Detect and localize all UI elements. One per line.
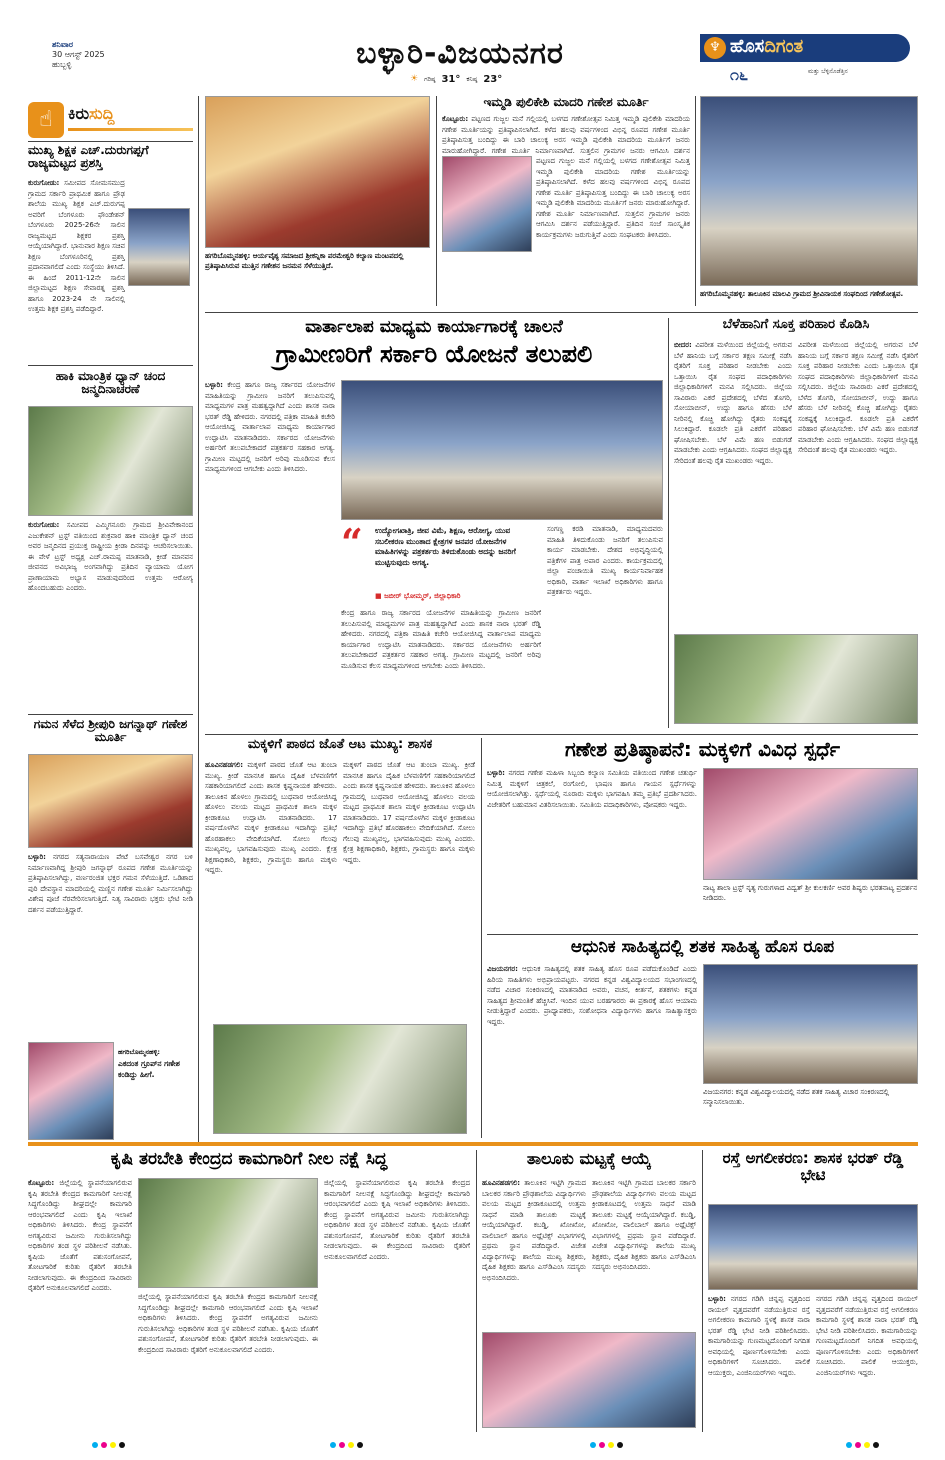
kirusuddi-brand-1: ಕಿರು: [68, 104, 90, 123]
sun-icon: ☀: [410, 74, 419, 84]
left-story-1-lead: ಕುರುಗೋಡು:: [28, 179, 60, 187]
literature-felicitation-photo: [703, 964, 918, 1084]
masthead: [0, 0, 945, 92]
taluk-selection-body-a: [482, 1178, 586, 1328]
weather-min: 23°: [483, 73, 503, 85]
ganesha-contest-text: ನಗರದ ಗಣೇಶ ಮಹಿಳಾ ಸಿಬ್ಬಂದಿ ಕಲ್ಯಾಣ ಸಮಿತಿಯ ವತಿಯಿಂದ ಗಣೇಶ ಚತುರ್ಥಿ ನಿಮಿತ್ತ ಮಕ್ಕಳಿಗೆ ಚಿತ್ರಕಲೆ, ರಂಗೋಲಿ, ಭಾಷಣ ಹಾಗೂ ಗಾಯನ ಸ್ಪರ್ಧೆಗಳನ್ನು ಆಯೋಜಿಸಲಾಗಿತ್ತು. ಸ್ಪರ್ಧೆಯಲ್ಲಿ ನೂರಾರು ಮಕ್ಕಳು ಭಾಗವಹಿಸಿ ತಮ್ಮ ಪ್ರತಿಭೆ ಪ್ರದರ್ಶಿಸಿದರು. ವಿಜೇತರಿಗೆ ಬಹುಮಾನ ವಿತರಿಸಲಾಯಿತು. ಸಮಿತಿಯ ಪದಾಧಿಕಾರಿಗಳು, ಪೋಷಕರು ಇದ್ದರು.: [487, 769, 697, 809]
paper-name: [730, 36, 803, 57]
dance-performance-photo: [703, 768, 918, 880]
weather-max: 31°: [441, 73, 461, 85]
crop-loss-meeting-photo: [674, 634, 918, 724]
agri-training-story: [28, 1150, 470, 1432]
road-widening-title: ರಸ್ತೆ ಅಗಲೀಕರಣ: ಶಾಸಕ ಭರತ್ ರೆಡ್ಡಿ ಭೇಟಿ: [722, 1149, 904, 1184]
road-widening-story: [708, 1150, 918, 1432]
modern-literature-caption: ವಿಜಯನಗರ: ಕನ್ನಡ ವಿಶ್ವವಿದ್ಯಾಲಯದಲ್ಲಿ ನಡೆದ ಶತಕ ಸಾಹಿತ್ಯ ವಿಚಾರ ಸಂಕಿರಣದಲ್ಲಿ ಸನ್ಮಾನಿಸಲಾಯಿತು.: [703, 1088, 889, 1106]
left-story-3-caption-body: ಎಕದಂತ ಗ್ರೂಪ್‌ನ ಗಣೇಶ ಕಂಡಿದ್ದು ಹೀಗೆ.: [118, 1058, 180, 1079]
kids-sports-text: ಮಕ್ಕಳಿಗೆ ಪಾಠದ ಜೊತೆ ಆಟ ತುಂಬಾ ಮುಖ್ಯ. ಕ್ರೀಡೆ ಮಾನಸಿಕ ಹಾಗೂ ದೈಹಿಕ ಬೆಳವಣಿಗೆಗೆ ಸಹಕಾರಿಯಾಗಲಿದೆ ಎಂದು ಶಾಸಕ ಕೃಷ್ಣನಾಯಕ ಹೇಳಿದರು. ತಾಲೂಕಿನ ಹೊಳಲು ಗ್ರಾಮದಲ್ಲಿ ಬುಧವಾರ ಆಯೋಜಿಸಿದ್ದ ಹೊಳಲು ವಲಯ ಮಟ್ಟದ ಪ್ರಾಥಮಿಕ ಶಾಲಾ ಮಕ್ಕಳ ಕ್ರೀಡಾಕೂಟ ಉದ್ಘಾಟಿಸಿ ಮಾತನಾಡಿದರು. 17 ವರ್ಷದೊಳಗಿನ ಮಕ್ಕಳ ಕ್ರೀಡಾಕೂಟ ಇದಾಗಿದ್ದು ಪ್ರತಿಭೆ ಹೊರಹಾಕಲು ವೇದಿಕೆಯಾಗಿದೆ. ಸೋಲು ಗೆಲುವು ಮುಖ್ಯವಲ್ಲ, ಭಾಗವಹಿಸುವುದು ಮುಖ್ಯ ಎಂದರು. ಕ್ಷೇತ್ರ ಶಿಕ್ಷಣಾಧಿಕಾರಿ, ಶಿಕ್ಷಕರು, ಗ್ರಾಮಸ್ಥರು ಹಾಗೂ ಮಕ್ಕಳು ಇದ್ದರು.: [205, 761, 337, 874]
paper-logo: [700, 34, 910, 88]
main-story-text-1: ಕೇಂದ್ರ ಹಾಗೂ ರಾಜ್ಯ ಸರ್ಕಾರದ ಯೋಜನೆಗಳ ಮಾಹಿತಿಯನ್ನು ಗ್ರಾಮೀಣ ಜನರಿಗೆ ತಲುಪಿಸುವಲ್ಲಿ ಮಾಧ್ಯಮಗಳ ಪಾತ್ರ ಮಹತ್ವದ್ದಾಗಿದೆ ಎಂದು ಶಾಸಕ ನಾರಾ ಭರತ್ ರೆಡ್ಡಿ ಹೇಳಿದರು. ನಗರದಲ್ಲಿ ಪತ್ರಿಕಾ ಮಾಹಿತಿ ಕಚೇರಿ ಆಯೋಜಿಸಿದ್ದ ವಾರ್ತಾಲಾಪ ಮಾಧ್ಯಮ ಕಾರ್ಯಾಗಾರ ಉದ್ಘಾಟಿಸಿ ಮಾತನಾಡಿದರು. ಸರ್ಕಾರದ ಯೋಜನೆಗಳು ಅರ್ಹರಿಗೆ ತಲುಪಬೇಕಾದರೆ ಪತ್ರಕರ್ತರ ಸಹಕಾರ ಅಗತ್ಯ. ಗ್ರಾಮೀಣ ಮಟ್ಟದಲ್ಲಿ ಜನರಿಗೆ ಅರಿವು ಮೂಡಿಸುವ ಕೆಲಸ ಮಾಧ್ಯಮಗಳಿಂದ ಆಗಬೇಕು ಎಂದು ತಿಳಿಸಿದರು.: [205, 381, 335, 473]
kids-sports-title: ಮಕ್ಕಳಿಗೆ ಪಾಠದ ಜೊತೆ ಆಟ ಮುಖ್ಯ: ಶಾಸಕ: [247, 737, 433, 752]
registration-marks-right: [846, 1442, 879, 1448]
top-photo-1-caption: ಹಗರಿಬೊಮ್ಮನಹಳ್ಳಿ: ಆರ್ಯವೈಶ್ಯ ಸಮಾಜದ ಶ್ರೀಕನ್ನಿಕಾ ಪರಮೇಶ್ವರಿ ಕಲ್ಯಾಣ ಮಂಟಪದಲ್ಲಿ ಪ್ರತಿಷ್ಠಾಪಿಸಿರುವ ಮುತ್ತಿನ ಗಣೇಶನ ಜನಮನ ಸೆಳೆಯುತ್ತಿದೆ.: [205, 252, 404, 270]
crop-loss-title: ಬೆಳೆಹಾನಿಗೆ ಸೂಕ್ತ ಪರಿಹಾರ ಕೊಡಿಸಿ: [722, 317, 870, 332]
taluk-selection-text: ತಾಲೂಕಿನ ಇಟ್ಟಿಗಿ ಗ್ರಾಮದ ಬಾಲಕರ ಸರ್ಕಾರಿ ಪ್ರೌಢಶಾಲೆಯ ವಿದ್ಯಾರ್ಥಿಗಳು ವಲಯ ಮಟ್ಟದ ಕ್ರೀಡಾಕೂಟದಲ್ಲಿ ಉತ್ತಮ ಸಾಧನೆ ಮಾಡಿ ತಾಲೂಕು ಮಟ್ಟಕ್ಕೆ ಆಯ್ಕೆಯಾಗಿದ್ದಾರೆ. ಕಬಡ್ಡಿ, ಖೋಖೋ, ವಾಲಿಬಾಲ್ ಹಾಗೂ ಅಥ್ಲೆಟಿಕ್ಸ್ ವಿಭಾಗಗಳಲ್ಲಿ ಪ್ರಥಮ ಸ್ಥಾನ ಪಡೆದಿದ್ದಾರೆ. ವಿಜೇತ ವಿದ್ಯಾರ್ಥಿಗಳನ್ನು ಶಾಲೆಯ ಮುಖ್ಯ ಶಿಕ್ಷಕರು, ದೈಹಿಕ ಶಿಕ್ಷಕರು ಹಾಗೂ ಎಸ್‌ಡಿಎಂಸಿ ಸದಸ್ಯರು ಅಭಿನಂದಿಸಿದರು.: [482, 1179, 586, 1282]
main-story-quote-text: ಉದ್ಯೋಗಖಾತ್ರಿ, ಜೀವ ವಿಮೆ, ಶಿಕ್ಷಣ, ಆರೋಗ್ಯ, ಯುವ ಸಬಲೀಕರಣ ಮುಂತಾದ ಕ್ಷೇತ್ರಗಳ ಜನಪರ ಯೋಜನೆಗಳ ಮಾಹಿತಿಗಳನ್ನು ಪತ್ರಕರ್ತರು ತಿಳಿದುಕೊಂಡು ಅದನ್ನು ಜನರಿಗೆ ಮುಟ್ಟಿಸುವುದು ಅಗತ್ಯ.: [375, 526, 516, 567]
kids-sports-body-a: [205, 760, 337, 1022]
quote-mark-icon: “: [341, 520, 363, 565]
main-story: [205, 318, 663, 728]
modern-literature-lead: ವಿಜಯನಗರ:: [487, 965, 518, 973]
pulikeshi-title: ಇಮ್ಮಡಿ ಪುಲಿಕೇಶಿ ಮಾದರಿ ಗಣೇಶ ಮೂರ್ತಿ: [483, 95, 649, 109]
taluk-selection-story: [482, 1150, 696, 1432]
registration-marks-center-2: [590, 1442, 623, 1448]
malavi-group-photo: [700, 96, 918, 286]
left-story-3-lead: ಬಳ್ಳಾರಿ:: [28, 853, 46, 861]
masthead-section-title: [200, 36, 720, 70]
agri-training-body-a: [28, 1178, 132, 1430]
main-story-body-3: [341, 608, 541, 724]
main-story-quote: “ ಉದ್ಯೋಗಖಾತ್ರಿ, ಜೀವ ವಿಮೆ, ಶಿಕ್ಷಣ, ಆರೋಗ್ಯ, ಯುವ ಸಬಲೀಕರಣ ಮುಂತಾದ ಕ್ಷೇತ್ರಗಳ ಜನಪರ ಯೋಜನೆಗಳ ಮಾಹಿತಿಗಳನ್ನು ಪತ್ರಕರ್ತರು ತಿಳಿದುಕೊಂಡು ಅದನ್ನು ಜನರಿಗೆ ಮುಟ್ಟಿಸುವುದು ಅಗತ್ಯ. ■ ಜಬೀರ್ ಭೋಮ್ಮರ್, ಜಿಲ್ಲಾಧಿಕಾರಿ: [341, 524, 541, 604]
paper-name-part-2: ದಿಗಂತ: [764, 36, 804, 57]
pulikeshi-text: ಪಟ್ಟಣದ ಗುಜ್ಜಲ ಮನೆ ಗಲ್ಲಿಯಲ್ಲಿ ಬಳಗದ ಗಣೇಶೋತ್ಸವ ನಿಮಿತ್ತ ಇಮ್ಮಡಿ ಪುಲಿಕೇಶಿ ಮಾದರಿಯ ಗಣೇಶ ಮೂರ್ತಿಯನ್ನು ಪ್ರತಿಷ್ಠಾಪಿಸಲಾಗಿದೆ. ಕಳೆದ ಹಲವು ವರ್ಷಗಳಿಂದ ವಿಭಿನ್ನ ರೂಪದ ಗಣೇಶ ಮೂರ್ತಿ ಪ್ರತಿಷ್ಠಾಪಿಸುತ್ತ ಬಂದಿದ್ದು ಈ ಬಾರಿ ಚಾಲುಕ್ಯ ಅರಸ ಇಮ್ಮಡಿ ಪುಲಿಕೇಶಿ ಮಾದರಿಯ ಮೂರ್ತಿಗೆ ಜನರು ಮಾರುಹೋಗಿದ್ದಾರೆ. ಗಣೇಶ ಮೂರ್ತಿ ನಿರ್ಮಾಣವಾಗಿದೆ. ಸುತ್ತಲಿನ ಗ್ರಾಮಗಳ ಜನರು ಆಗಮಿಸಿ ದರ್ಶನ: [442, 115, 690, 155]
section-title: ಬಳ್ಳಾರಿ-ವಿಜಯನಗರ: [356, 36, 564, 71]
workshop-inauguration-photo: [341, 380, 663, 520]
left-story-1-text: ಸಮೀಪದ ಸೋಮಸಮುದ್ರ ಗ್ರಾಮದ ಸರ್ಕಾರಿ ಪ್ರಾಥಮಿಕ ಹಾಗೂ ಪ್ರೌಢ ಶಾಲೆಯ ಮುಖ್ಯ ಶಿಕ್ಷಕ ಎಚ್.ದುರುಗಪ್ಪ ಅವರಿಗೆ ಬೆಂಗಳೂರು ಫೌಂಡೇಶನ್ ಬೆಂಗಳೂರು 2025-26ನೇ ಸಾಲಿನ ರಾಜ್ಯಮಟ್ಟದ ಶಿಕ್ಷಕರ ಪ್ರಶಸ್ತಿ ಆಯ್ಕೆಯಾಗಿದ್ದಾರೆ. ಭಾನುವಾರ ಶಿಕ್ಷಣ ಸಚಿವ ಶಿಕ್ಷಣ ಬೆಂಗಳೂರಿನಲ್ಲಿ ಪ್ರಶಸ್ತಿ ಪ್ರದಾನವಾಗಲಿದೆ ಎಂದು ಸಂಸ್ಥೆಯು ತಿಳಿಸಿದೆ. ಈ ಹಿಂದೆ 2011-12ನೇ ಸಾಲಿನ ಜಿಲ್ಲಾಮಟ್ಟದ ಶಿಕ್ಷಣ ಸೇವಾರತ್ನ ಪ್ರಶಸ್ತಿ ಹಾಗೂ 2023-24 ನೇ ಸಾಲಿನಲ್ಲಿ ಉತ್ತಮ ಶಿಕ್ಷಕ ಪ್ರಶಸ್ತಿ ಪಡೆದಿದ್ದಾರೆ.: [28, 179, 125, 313]
lamp-logo-icon: ♆: [704, 37, 726, 59]
kirusuddi-brand-2: ಸುದ್ದಿ: [89, 104, 115, 123]
left-story-3: [28, 718, 193, 1143]
left-story-1-body: [28, 178, 125, 316]
left-story-3-text: ನಗರದ ಸತ್ಯನಾರಾಯಣ ಪೇಟೆ ಬಸವೇಶ್ವರ ನಗರ ಬಳಿ ನಿರ್ಮಾಣವಾಗಿದ್ದ ಶ್ರೀಪುರಿ ಜಗನ್ನಾಥ್ ರೂಪದ ಗಣೇಶ ಮೂರ್ತಿಯನ್ನು ಪ್ರತಿಷ್ಠಾಪಿಸಲಾಗಿದ್ದು, ವರ್ಣರಂಜಿತ ಭಕ್ತರ ಗಮನ ಸೆಳೆಯುತ್ತಿದೆ. ಒಡಿಶಾದ ಪುರಿ ದೇವಸ್ಥಾನ ಮಾದರಿಯಲ್ಲಿ ಮಣ್ಣಿನ ಗಣೇಶ ಮೂರ್ತಿ ನಿರ್ಮಿಸಲಾಗಿದ್ದು ವಿಶೇಷ ಪೂಜೆ ನೆರವೇರಿಸಲಾಗುತ್ತಿದೆ. ನಿತ್ಯ ಸಾವಿರಾರು ಭಕ್ತರು ಭೇಟಿ ನೀಡಿ ದರ್ಶನ ಪಡೆಯುತ್ತಿದ್ದಾರೆ.: [28, 853, 193, 914]
pulikeshi-lead: ಕೊಟ್ಟೂರು:: [442, 115, 469, 123]
kids-sports-body-b: [343, 760, 475, 1022]
main-story-body-1: [205, 380, 335, 725]
taluk-selection-text-continued: ತಾಲೂಕಿನ ಇಟ್ಟಿಗಿ ಗ್ರಾಮದ ಬಾಲಕರ ಸರ್ಕಾರಿ ಪ್ರೌಢಶಾಲೆಯ ವಿದ್ಯಾರ್ಥಿಗಳು ವಲಯ ಮಟ್ಟದ ಕ್ರೀಡಾಕೂಟದಲ್ಲಿ ಉತ್ತಮ ಸಾಧನೆ ಮಾಡಿ ತಾಲೂಕು ಮಟ್ಟಕ್ಕೆ ಆಯ್ಕೆಯಾಗಿದ್ದಾರೆ. ಕಬಡ್ಡಿ, ಖೋಖೋ, ವಾಲಿಬಾಲ್ ಹಾಗೂ ಅಥ್ಲೆಟಿಕ್ಸ್ ವಿಭಾಗಗಳಲ್ಲಿ ಪ್ರಥಮ ಸ್ಥಾನ ಪಡೆದಿದ್ದಾರೆ. ವಿಜೇತ ವಿದ್ಯಾರ್ಥಿಗಳನ್ನು ಶಾಲೆಯ ಮುಖ್ಯ ಶಿಕ್ಷಕರು, ದೈಹಿಕ ಶಿಕ್ಷಕರು ಹಾಗೂ ಎಸ್‌ಡಿಎಂಸಿ ಸದಸ್ಯರು ಅಭಿನಂದಿಸಿದರು.: [592, 1179, 696, 1271]
weather-min-label: ಕನಿಷ್ಠ: [466, 74, 478, 83]
left-story-3-caption-lead: ಹಗರಿಬೊಮ್ಮನಹಳ್ಳಿ:: [118, 1048, 161, 1056]
pulikeshi-ganesha-story: [442, 96, 690, 306]
ganesha-contest-story: [487, 738, 918, 930]
main-story-kicker: ವಾರ್ತಾಲಾಪ ಮಾಧ್ಯಮ ಕಾರ್ಯಾಗಾರಕ್ಕೆ ಚಾಲನೆ: [305, 317, 563, 337]
road-widening-text-continued: ನಗರದ ಗಡಿಗಿ ಚನ್ನಪ್ಪ ವೃತ್ತದಿಂದ ರಾಯಲ್ ವೃತ್ತದವರೆಗೆ ನಡೆಯುತ್ತಿರುವ ರಸ್ತೆ ಅಗಲೀಕರಣ ಕಾಮಗಾರಿ ಸ್ಥಳಕ್ಕೆ ಶಾಸಕ ನಾರಾ ಭರತ್ ರೆಡ್ಡಿ ಭೇಟಿ ನೀಡಿ ಪರಿಶೀಲಿಸಿದರು. ಕಾಮಗಾರಿಯನ್ನು ಗುಣಮಟ್ಟದೊಂದಿಗೆ ನಿಗದಿತ ಅವಧಿಯಲ್ಲಿ ಪೂರ್ಣಗೊಳಿಸಬೇಕು ಎಂದು ಅಧಿಕಾರಿಗಳಿಗೆ ಸೂಚಿಸಿದರು. ಪಾಲಿಕೆ ಆಯುಕ್ತರು, ಎಂಜಿನಿಯರ್‌ಗಳು ಇದ್ದರು.: [816, 1295, 918, 1377]
agri-training-text-continued-2: ಜಿಲ್ಲೆಯಲ್ಲಿ ಸ್ಥಾಪನೆಯಾಗಲಿರುವ ಕೃಷಿ ತರಬೇತಿ ಕೇಂದ್ರದ ಕಾಮಗಾರಿಗೆ ನೀಲನಕ್ಷೆ ಸಿದ್ಧಗೊಂಡಿದ್ದು ಶೀಘ್ರದಲ್ಲೇ ಕಾಮಗಾರಿ ಆರಂಭವಾಗಲಿದೆ ಎಂದು ಕೃಷಿ ಇಲಾಖೆ ಅಧಿಕಾರಿಗಳು ತಿಳಿಸಿದರು. ಕೇಂದ್ರ ಸ್ಥಾಪನೆಗೆ ಅಗತ್ಯವಿರುವ ಜಮೀನು ಗುರುತಿಸಲಾಗಿದ್ದು ಅಧಿಕಾರಿಗಳ ತಂಡ ಸ್ಥಳ ಪರಿಶೀಲನೆ ನಡೆಸಿತು. ಕೃಷಿಯ ಜೊತೆಗೆ ಪಶುಸಂಗೋಪನೆ, ತೋಟಗಾರಿಕೆ ಕುರಿತು ರೈತರಿಗೆ ತರಬೇತಿ ನೀಡಲಾಗುವುದು. ಈ ಕೇಂದ್ರದಿಂದ ಸಾವಿರಾರು ರೈತರಿಗೆ ಅನುಕೂಲವಾಗಲಿದೆ ಎಂದರು.: [324, 1179, 470, 1261]
crop-loss-lead: ಬೀದರ:: [674, 341, 692, 349]
modern-literature-story: [487, 938, 918, 1138]
ganesha-contest-body: [487, 768, 697, 928]
masthead-day: ಶನಿವಾರ: [52, 40, 74, 49]
agri-training-lead: ಕೊಟ್ಟೂರು:: [28, 1179, 55, 1187]
agri-training-text: ಜಿಲ್ಲೆಯಲ್ಲಿ ಸ್ಥಾಪನೆಯಾಗಲಿರುವ ಕೃಷಿ ತರಬೇತಿ ಕೇಂದ್ರದ ಕಾಮಗಾರಿಗೆ ನೀಲನಕ್ಷೆ ಸಿದ್ಧಗೊಂಡಿದ್ದು ಶೀಘ್ರದಲ್ಲೇ ಕಾಮಗಾರಿ ಆರಂಭವಾಗಲಿದೆ ಎಂದು ಕೃಷಿ ಇಲಾಖೆ ಅಧಿಕಾರಿಗಳು ತಿಳಿಸಿದರು. ಕೇಂದ್ರ ಸ್ಥಾಪನೆಗೆ ಅಗತ್ಯವಿರುವ ಜಮೀನು ಗುರುತಿಸಲಾಗಿದ್ದು ಅಧಿಕಾರಿಗಳ ತಂಡ ಸ್ಥಳ ಪರಿಶೀಲನೆ ನಡೆಸಿತು. ಕೃಷಿಯ ಜೊತೆಗೆ ಪಶುಸಂಗೋಪನೆ, ತೋಟಗಾರಿಕೆ ಕುರಿತು ರೈತರಿಗೆ ತರಬೇತಿ ನೀಡಲಾಗುವುದು. ಈ ಕೇಂದ್ರದಿಂದ ಸಾವಿರಾರು ರೈತರಿಗೆ ಅನುಕೂಲವಾಗಲಿದೆ ಎಂದರು.: [28, 1179, 132, 1292]
kids-sports-text-continued: ಮಕ್ಕಳಿಗೆ ಪಾಠದ ಜೊತೆ ಆಟ ತುಂಬಾ ಮುಖ್ಯ. ಕ್ರೀಡೆ ಮಾನಸಿಕ ಹಾಗೂ ದೈಹಿಕ ಬೆಳವಣಿಗೆಗೆ ಸಹಕಾರಿಯಾಗಲಿದೆ ಎಂದು ಶಾಸಕ ಕೃಷ್ಣನಾಯಕ ಹೇಳಿದರು. ತಾಲೂಕಿನ ಹೊಳಲು ಗ್ರಾಮದಲ್ಲಿ ಬುಧವಾರ ಆಯೋಜಿಸಿದ್ದ ಹೊಳಲು ವಲಯ ಮಟ್ಟದ ಪ್ರಾಥಮಿಕ ಶಾಲಾ ಮಕ್ಕಳ ಕ್ರೀಡಾಕೂಟ ಉದ್ಘಾಟಿಸಿ ಮಾತನಾಡಿದರು. 17 ವರ್ಷದೊಳಗಿನ ಮಕ್ಕಳ ಕ್ರೀಡಾಕೂಟ ಇದಾಗಿದ್ದು ಪ್ರತಿಭೆ ಹೊರಹಾಕಲು ವೇದಿಕೆಯಾಗಿದೆ. ಸೋಲು ಗೆಲುವು ಮುಖ್ಯವಲ್ಲ, ಭಾಗವಹಿಸುವುದು ಮುಖ್ಯ ಎಂದರು. ಕ್ಷೇತ್ರ ಶಿಕ್ಷಣಾಧಿಕಾರಿ, ಶಿಕ್ಷಕರು, ಗ್ರಾಮಸ್ಥರು ಹಾಗೂ ಮಕ್ಕಳು ಇದ್ದರು.: [343, 761, 475, 864]
left-story-1-title: ಮುಖ್ಯ ಶಿಕ್ಷಕ ಎಚ್.ದುರುಗಪ್ಪಗೆ ರಾಜ್ಯಮಟ್ಟದ ಪ್ರಶಸ್ತಿ: [28, 143, 149, 171]
agri-training-body-c: [324, 1178, 470, 1430]
left-story-2-body: [28, 520, 193, 704]
main-story-lead: ಬಳ್ಳಾರಿ:: [205, 381, 223, 389]
modern-literature-text: ಆಧುನಿಕ ಸಾಹಿತ್ಯದಲ್ಲಿ ಶತಕ ಸಾಹಿತ್ಯ ಹೊಸ ರೂಪ ಪಡೆದುಕೊಂಡಿದೆ ಎಂದು ಹಿರಿಯ ಸಾಹಿತಿಗಳು ಅಭಿಪ್ರಾಯಪಟ್ಟರು. ನಗರದ ಕನ್ನಡ ವಿಶ್ವವಿದ್ಯಾಲಯದ ಸಭಾಂಗಣದಲ್ಲಿ ನಡೆದ ವಿಚಾರ ಸಂಕಿರಣದಲ್ಲಿ ಮಾತನಾಡಿದ ಅವರು, ವಚನ, ಕೀರ್ತನೆ, ಶತಕಗಳು ಕನ್ನಡ ಸಾಹಿತ್ಯದ ಶ್ರೀಮಂತಿಕೆ ಹೆಚ್ಚಿಸಿವೆ. ಇಂದಿನ ಯುವ ಬರಹಗಾರರು ಈ ಪ್ರಕಾರಕ್ಕೆ ಹೊಸ ಆಯಾಮ ನೀಡುತ್ತಿದ್ದಾರೆ ಎಂದರು. ಪ್ರಾಧ್ಯಾಪಕರು, ಸಂಶೋಧನಾ ವಿದ್ಯಾರ್ಥಿಗಳು ಹಾಗೂ ಸಾಹಿತ್ಯಾಸಕ್ತರು ಇದ್ದರು.: [487, 965, 697, 1026]
road-widening-lead: ಬಳ್ಳಾರಿ:: [708, 1295, 726, 1303]
left-story-2-title: ಹಾಕಿ ಮಾಂತ್ರಿಕ ಧ್ಯಾನ್ ಚಂದ ಜನ್ಮದಿನಾಚರಣೆ: [55, 369, 166, 397]
road-widening-body-a: [708, 1294, 810, 1430]
main-story-quote-by: ಜಬೀರ್ ಭೋಮ್ಮರ್, ಜಿಲ್ಲಾಧಿಕಾರಿ: [384, 592, 461, 600]
masthead-city: ಹುಬ್ಬಳ್ಳಿ: [52, 60, 72, 69]
main-story-text-2: ಸಂಗಣ್ಣ ಕರಡಿ ಮಾತನಾಡಿ, ಮಾಧ್ಯಮದವರು ಮಾಹಿತಿ ತಿಳಿದುಕೊಂಡು ಜನರಿಗೆ ತಲುಪಿಸುವ ಕಾರ್ಯ ಮಾಡಬೇಕು. ದೇಶದ ಅಭಿವೃದ್ಧಿಯಲ್ಲಿ ಪತ್ರಿಕೆಗಳ ಪಾತ್ರ ಅಪಾರ ಎಂದರು. ಕಾರ್ಯಕ್ರಮದಲ್ಲಿ ಜಿಲ್ಲಾ ಪಂಚಾಯಿತಿ ಮುಖ್ಯ ಕಾರ್ಯನಿರ್ವಾಹಕ ಅಧಿಕಾರಿ, ವಾರ್ತಾ ಇಲಾಖೆ ಅಧಿಕಾರಿಗಳು ಹಾಗೂ ಪತ್ರಕರ್ತರು ಇದ್ದರು.: [547, 525, 663, 596]
hockey-day-photo: [28, 406, 193, 516]
agri-training-body-b: [138, 1292, 318, 1430]
registration-marks-left: [92, 1442, 125, 1448]
modern-literature-title: ಆಧುನಿಕ ಸಾಹಿತ್ಯದಲ್ಲಿ ಶತಕ ಸಾಹಿತ್ಯ ಹೊಸ ರೂಪ: [570, 937, 835, 957]
kids-sports-lead: ಹೂವಿನಹಡಗಲಿ:: [205, 761, 244, 769]
masthead-date: 30 ಆಗಸ್ಟ್ 2025: [52, 50, 105, 59]
kids-sports-photo: [213, 1024, 467, 1134]
weather-max-label: ಗರಿಷ್ಠ: [424, 74, 436, 83]
top-photo-3-caption: ಹಗರಿಬೊಮ್ಮನಹಳ್ಳಿ: ತಾಲೂಕಿನ ಮಾಲವಿ ಗ್ರಾಮದ ಶ್ರೀವಿನಾಯಕ ಸಂಘದಿಂದ ಗಣೇಶೋತ್ಸವ.: [700, 290, 904, 298]
crop-loss-story: [674, 318, 918, 728]
ekadanta-ganesha-photo: [28, 1042, 114, 1140]
agri-training-text-continued: ಜಿಲ್ಲೆಯಲ್ಲಿ ಸ್ಥಾಪನೆಯಾಗಲಿರುವ ಕೃಷಿ ತರಬೇತಿ ಕೇಂದ್ರದ ಕಾಮಗಾರಿಗೆ ನೀಲನಕ್ಷೆ ಸಿದ್ಧಗೊಂಡಿದ್ದು ಶೀಘ್ರದಲ್ಲೇ ಕಾಮಗಾರಿ ಆರಂಭವಾಗಲಿದೆ ಎಂದು ಕೃಷಿ ಇಲಾಖೆ ಅಧಿಕಾರಿಗಳು ತಿಳಿಸಿದರು. ಕೇಂದ್ರ ಸ್ಥಾಪನೆಗೆ ಅಗತ್ಯವಿರುವ ಜಮೀನು ಗುರುತಿಸಲಾಗಿದ್ದು ಅಧಿಕಾರಿಗಳ ತಂಡ ಸ್ಥಳ ಪರಿಶೀಲನೆ ನಡೆಸಿತು. ಕೃಷಿಯ ಜೊತೆಗೆ ಪಶುಸಂಗೋಪನೆ, ತೋಟಗಾರಿಕೆ ಕುರಿತು ರೈತರಿಗೆ ತರಬೇತಿ ನೀಡಲಾಗುವುದು. ಈ ಕೇಂದ್ರದಿಂದ ಸಾವಿರಾರು ರೈತರಿಗೆ ಅನುಕೂಲವಾಗಲಿದೆ ಎಂದರು.: [138, 1293, 318, 1354]
pulikeshi-body-a: [442, 114, 690, 156]
left-story-3-title: ಗಮನ ಸೆಳೆದ ಶ್ರೀಪುರಿ ಜಗನ್ನಾಥ್ ಗಣೇಶ ಮೂರ್ತಿ: [33, 717, 188, 745]
paper-tagline: ಮತ್ತು ಬೆಳ್ಳಿನೊಡೆತ್ತಿನ: [808, 68, 848, 75]
section-divider: [28, 1142, 918, 1146]
agri-training-title: ಕೃಷಿ ತರಬೇತಿ ಕೇಂದ್ರದ ಕಾಮಗಾರಿಗೆ ನೀಲ ನಕ್ಷೆ ಸಿದ್ಧ: [110, 1149, 388, 1169]
weather-strip: [410, 72, 530, 86]
page-number: ೧೬: [730, 65, 748, 84]
main-story-body-2: [547, 524, 663, 724]
left-story-3-caption: [118, 1048, 193, 1080]
road-widening-text: ನಗರದ ಗಡಿಗಿ ಚನ್ನಪ್ಪ ವೃತ್ತದಿಂದ ರಾಯಲ್ ವೃತ್ತದವರೆಗೆ ನಡೆಯುತ್ತಿರುವ ರಸ್ತೆ ಅಗಲೀಕರಣ ಕಾಮಗಾರಿ ಸ್ಥಳಕ್ಕೆ ಶಾಸಕ ನಾರಾ ಭರತ್ ರೆಡ್ಡಿ ಭೇಟಿ ನೀಡಿ ಪರಿಶೀಲಿಸಿದರು. ಕಾಮಗಾರಿಯನ್ನು ಗುಣಮಟ್ಟದೊಂದಿಗೆ ನಿಗದಿತ ಅವಧಿಯಲ್ಲಿ ಪೂರ್ಣಗೊಳಿಸಬೇಕು ಎಂದು ಅಧಿಕಾರಿಗಳಿಗೆ ಸೂಚಿಸಿದರು. ಪಾಲಿಕೆ ಆಯುಕ್ತರು, ಎಂಜಿನಿಯರ್‌ಗಳು ಇದ್ದರು.: [708, 1295, 810, 1377]
muttina-ganesha-photo: [205, 96, 430, 248]
taluk-selection-lead: ಹೂವಿನಹಡಗಲಿ:: [482, 1179, 521, 1187]
agri-site-photo: [138, 1178, 318, 1288]
ganesha-contest-lead: ಬಳ್ಳಾರಿ:: [487, 769, 505, 777]
paper-name-part-1: ಹೊಸ: [730, 36, 765, 57]
road-widening-body-b: [816, 1294, 918, 1430]
pulikeshi-ganesha-photo: [442, 156, 532, 252]
left-story-2: [28, 370, 193, 710]
left-story-3-body: [28, 852, 193, 1036]
crop-loss-body-b: [798, 340, 918, 630]
road-inspection-photo: [708, 1204, 918, 1290]
left-story-1: [28, 144, 193, 314]
registration-marks-center-1: [330, 1442, 363, 1448]
taluk-selection-title: ತಾಲೂಕು ಮಟ್ಟಕ್ಕೆ ಆಯ್ಕೆ: [526, 1149, 652, 1168]
modern-literature-body: [487, 964, 697, 1136]
ganesha-contest-title: ಗಣೇಶ ಪ್ರತಿಷ್ಠಾಪನೆ: ಮಕ್ಕಳಿಗೆ ವಿವಿಧ ಸ್ಪರ್ಧೆ: [564, 737, 841, 761]
students-group-photo: [482, 1332, 696, 1428]
taluk-selection-body-b: [592, 1178, 696, 1328]
left-story-2-lead: ಕುರುಗೋಡು:: [28, 521, 60, 529]
teacher-portrait: [128, 208, 190, 286]
hand-icon: ☝: [28, 102, 64, 138]
kirusuddi-header: [28, 98, 193, 140]
main-story-title: ಗ್ರಾಮೀಣರಿಗೆ ಸರ್ಕಾರಿ ಯೋಜನೆ ತಲುಪಲಿ: [275, 339, 593, 368]
pulikeshi-body-b: [536, 156, 690, 302]
crop-loss-body-a: [674, 340, 792, 630]
masthead-date-block: [52, 40, 142, 80]
pulikeshi-text-continued: ಪಟ್ಟಣದ ಗುಜ್ಜಲ ಮನೆ ಗಲ್ಲಿಯಲ್ಲಿ ಬಳಗದ ಗಣೇಶೋತ್ಸವ ನಿಮಿತ್ತ ಇಮ್ಮಡಿ ಪುಲಿಕೇಶಿ ಮಾದರಿಯ ಗಣೇಶ ಮೂರ್ತಿಯನ್ನು ಪ್ರತಿಷ್ಠಾಪಿಸಲಾಗಿದೆ. ಕಳೆದ ಹಲವು ವರ್ಷಗಳಿಂದ ವಿಭಿನ್ನ ರೂಪದ ಗಣೇಶ ಮೂರ್ತಿ ಪ್ರತಿಷ್ಠಾಪಿಸುತ್ತ ಬಂದಿದ್ದು ಈ ಬಾರಿ ಚಾಲುಕ್ಯ ಅರಸ ಇಮ್ಮಡಿ ಪುಲಿಕೇಶಿ ಮಾದರಿಯ ಮೂರ್ತಿಗೆ ಜನರು ಮಾರುಹೋಗಿದ್ದಾರೆ. ಗಣೇಶ ಮೂರ್ತಿ ನಿರ್ಮಾಣವಾಗಿದೆ. ಸುತ್ತಲಿನ ಗ್ರಾಮಗಳ ಜನರು ಆಗಮಿಸಿ ದರ್ಶನ ಪಡೆಯುತ್ತಿದ್ದಾರೆ. ಪ್ರತಿದಿನ ಸಂಜೆ ಸಾಂಸ್ಕೃತಿಕ ಕಾರ್ಯಕ್ರಮಗಳು ಜರುಗುತ್ತಿವೆ ಎಂದು ಸಂಘಟಕರು ತಿಳಿಸಿದರು.: [536, 157, 690, 239]
main-story-text-3: ಕೇಂದ್ರ ಹಾಗೂ ರಾಜ್ಯ ಸರ್ಕಾರದ ಯೋಜನೆಗಳ ಮಾಹಿತಿಯನ್ನು ಗ್ರಾಮೀಣ ಜನರಿಗೆ ತಲುಪಿಸುವಲ್ಲಿ ಮಾಧ್ಯಮಗಳ ಪಾತ್ರ ಮಹತ್ವದ್ದಾಗಿದೆ ಎಂದು ಶಾಸಕ ನಾರಾ ಭರತ್ ರೆಡ್ಡಿ ಹೇಳಿದರು. ನಗರದಲ್ಲಿ ಪತ್ರಿಕಾ ಮಾಹಿತಿ ಕಚೇರಿ ಆಯೋಜಿಸಿದ್ದ ವಾರ್ತಾಲಾಪ ಮಾಧ್ಯಮ ಕಾರ್ಯಾಗಾರ ಉದ್ಘಾಟಿಸಿ ಮಾತನಾಡಿದರು. ಸರ್ಕಾರದ ಯೋಜನೆಗಳು ಅರ್ಹರಿಗೆ ತಲುಪಬೇಕಾದರೆ ಪತ್ರಕರ್ತರ ಸಹಕಾರ ಅಗತ್ಯ. ಗ್ರಾಮೀಣ ಮಟ್ಟದಲ್ಲಿ ಜನರಿಗೆ ಅರಿವು ಮೂಡಿಸುವ ಕೆಲಸ ಮಾಧ್ಯಮಗಳಿಂದ ಆಗಬೇಕು ಎಂದು ತಿಳಿಸಿದರು.: [341, 609, 541, 670]
crop-loss-text-continued: ವಿಪರೀತ ಮಳೆಯಿಂದ ಜಿಲ್ಲೆಯಲ್ಲಿ ಅಗರುವ ಬೆಳೆ ಹಾನಿಯ ಬಗ್ಗೆ ಸರ್ಕಾರ ತಕ್ಷಣ ಸಮೀಕ್ಷೆ ನಡೆಸಿ ರೈತರಿಗೆ ಸೂಕ್ತ ಪರಿಹಾರ ನೀಡಬೇಕು ಎಂದು ಒತ್ತಾಯಿಸಿ ರೈತ ಸಂಘದ ಪದಾಧಿಕಾರಿಗಳು ಜಿಲ್ಲಾಧಿಕಾರಿಗಳಿಗೆ ಮನವಿ ಸಲ್ಲಿಸಿದರು. ಜಿಲ್ಲೆಯ ಸಾವಿರಾರು ಎಕರೆ ಪ್ರದೇಶದಲ್ಲಿ ಬೆಳೆದ ತೊಗರಿ, ಸೋಯಾಬೀನ್, ಉದ್ದು ಹಾಗೂ ಹೆಸರು ಬೆಳೆ ನೀರಿನಲ್ಲಿ ಕೊಚ್ಚಿ ಹೋಗಿದ್ದು ರೈತರು ಸಂಕಷ್ಟಕ್ಕೆ ಸಿಲುಕಿದ್ದಾರೆ. ಕೂಡಲೇ ಪ್ರತಿ ಎಕರೆಗೆ ಪರಿಹಾರ ಘೋಷಿಸಬೇಕು. ಬೆಳೆ ವಿಮೆ ಹಣ ಬಿಡುಗಡೆ ಮಾಡಬೇಕು ಎಂದು ಆಗ್ರಹಿಸಿದರು. ಸಂಘದ ಜಿಲ್ಲಾಧ್ಯಕ್ಷ ಸೇರಿದಂತೆ ಹಲವು ರೈತ ಮುಖಂಡರು ಇದ್ದರು.: [798, 341, 918, 454]
jagannath-ganesha-photo: [28, 754, 193, 848]
left-story-2-text: ಸಮೀಪದ ಎಮ್ಮಿಗನೂರು ಗ್ರಾಮದ ಶ್ರೀವಿವೇಕಾನಂದ ಎಜುಕೇಶನ್ ಟ್ರಸ್ಟ್ ವತಿಯಿಂದ ಶುಕ್ರವಾರ ಹಾಕಿ ಮಾಂತ್ರಿಕ ಧ್ಯಾನ್ ಚಂದ ಅವರ ಜನ್ಮದಿನದ ಪ್ರಯುಕ್ತ ರಾಷ್ಟ್ರೀಯ ಕ್ರೀಡಾ ದಿನವನ್ನು ಆಚರಿಸಲಾಯಿತು. ಈ ವೇಳೆ ಟ್ರಸ್ಟ್ ಅಧ್ಯಕ್ಷ ಎಚ್.ರಾಮಪ್ಪ ಮಾತನಾಡಿ, ಕ್ರೀಡೆ ಮಾನವನ ಜೀವನದ ಅವಿಭಾಜ್ಯ ಅಂಗವಾಗಿದ್ದು ಪ್ರತಿದಿನ ವ್ಯಾಯಾಮ ಯೋಗ ಪ್ರಾಣಾಯಾಮ ಅಭ್ಯಾಸ ಮಾಡುವುದರಿಂದ ಉತ್ತಮ ಆರೋಗ್ಯ ಹೊಂದಬಹುದು ಎಂದರು.: [28, 521, 193, 592]
crop-loss-text: ವಿಪರೀತ ಮಳೆಯಿಂದ ಜಿಲ್ಲೆಯಲ್ಲಿ ಅಗರುವ ಬೆಳೆ ಹಾನಿಯ ಬಗ್ಗೆ ಸರ್ಕಾರ ತಕ್ಷಣ ಸಮೀಕ್ಷೆ ನಡೆಸಿ ರೈತರಿಗೆ ಸೂಕ್ತ ಪರಿಹಾರ ನೀಡಬೇಕು ಎಂದು ಒತ್ತಾಯಿಸಿ ರೈತ ಸಂಘದ ಪದಾಧಿಕಾರಿಗಳು ಜಿಲ್ಲಾಧಿಕಾರಿಗಳಿಗೆ ಮನವಿ ಸಲ್ಲಿಸಿದರು. ಜಿಲ್ಲೆಯ ಸಾವಿರಾರು ಎಕರೆ ಪ್ರದೇಶದಲ್ಲಿ ಬೆಳೆದ ತೊಗರಿ, ಸೋಯಾಬೀನ್, ಉದ್ದು ಹಾಗೂ ಹೆಸರು ಬೆಳೆ ನೀರಿನಲ್ಲಿ ಕೊಚ್ಚಿ ಹೋಗಿದ್ದು ರೈತರು ಸಂಕಷ್ಟಕ್ಕೆ ಸಿಲುಕಿದ್ದಾರೆ. ಕೂಡಲೇ ಪ್ರತಿ ಎಕರೆಗೆ ಪರಿಹಾರ ಘೋಷಿಸಬೇಕು. ಬೆಳೆ ವಿಮೆ ಹಣ ಬಿಡುಗಡೆ ಮಾಡಬೇಕು ಎಂದು ಆಗ್ರಹಿಸಿದರು. ಸಂಘದ ಜಿಲ್ಲಾಧ್ಯಕ್ಷ ಸೇರಿದಂತೆ ಹಲವು ರೈತ ಮುಖಂಡರು ಇದ್ದರು.: [674, 341, 792, 465]
ganesha-contest-caption: ನಾಟ್ಯ ಶಾಲಾ ಟ್ರಸ್ಟ್ ನೃತ್ಯ ಗುರುಗಳಾದ ವಿದ್ವತ್ ಶ್ರೀ ಕುಲಕರ್ಣಿ ಅವರ ಶಿಷ್ಯರು ಭರತನಾಟ್ಯ ಪ್ರದರ್ಶನ ನೀಡಿದರು.: [703, 884, 918, 902]
kids-sports-story: [205, 738, 475, 1138]
